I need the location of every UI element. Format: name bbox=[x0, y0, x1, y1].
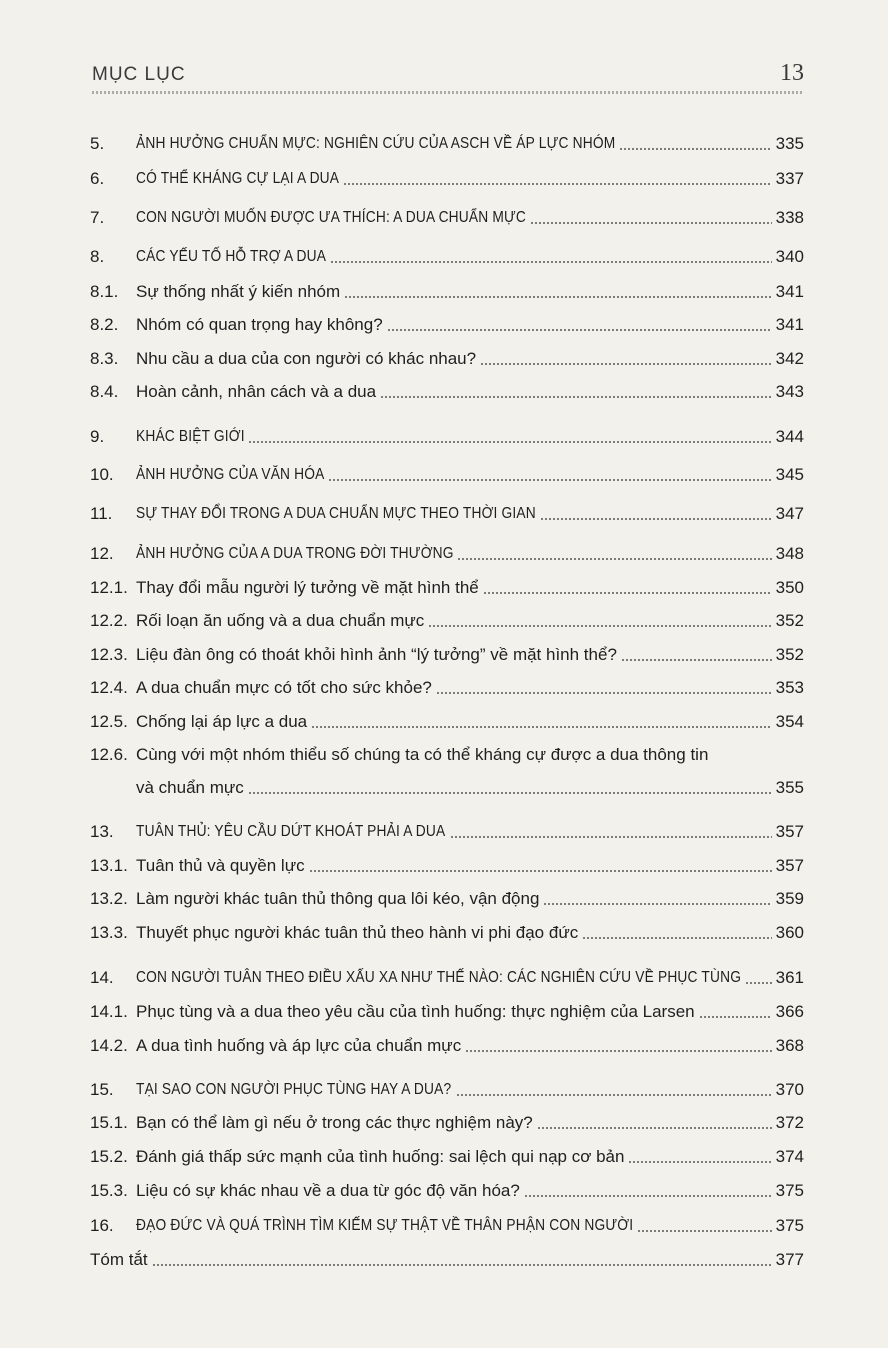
toc-entry-title: Liệu đàn ông có thoát khỏi hình ảnh “lý tưởng” về mặt hình thể? bbox=[136, 645, 617, 664]
running-title: MỤC LỤC bbox=[92, 64, 186, 85]
toc-entry-page: 337 bbox=[775, 169, 804, 188]
toc-entry-title: Tuân thủ và quyền lực bbox=[136, 856, 305, 875]
toc-entry-title: Phục tùng và a dua theo yêu cầu của tình huống: thực nghiệm của Larsen bbox=[136, 1002, 695, 1021]
toc-entry-page: 357 bbox=[775, 856, 804, 875]
dot-leader bbox=[248, 792, 772, 794]
toc-entry-number: 8.4. bbox=[90, 382, 119, 401]
dot-leader bbox=[343, 183, 772, 185]
dot-leader bbox=[152, 1264, 772, 1266]
toc-entry bbox=[90, 309, 804, 335]
toc-entry-page: 341 bbox=[775, 282, 804, 301]
dot-leader bbox=[330, 261, 772, 263]
toc-entry-page: 355 bbox=[775, 778, 804, 797]
toc-entry-title: A dua chuẩn mực có tốt cho sức khỏe? bbox=[136, 678, 432, 697]
toc-entry-number: 13. bbox=[90, 822, 114, 841]
dot-leader bbox=[628, 1161, 771, 1163]
toc-entry-number: 6. bbox=[90, 169, 105, 188]
toc-entry-title: CÁC YẾU TỐ HỖ TRỢ A DUA bbox=[136, 248, 327, 265]
toc-entry bbox=[90, 917, 804, 943]
toc-entry bbox=[90, 1175, 804, 1201]
toc-entry-page: 341 bbox=[775, 315, 804, 334]
toc-entry-title: Liệu có sự khác nhau về a dua từ góc độ văn hóa? bbox=[136, 1181, 520, 1200]
dot-leader bbox=[537, 1127, 772, 1129]
toc-entry-title: KHÁC BIỆT GIỚI bbox=[136, 428, 245, 445]
toc-entry-number: 12.6. bbox=[90, 745, 128, 764]
toc-entry-number: 13.2. bbox=[90, 889, 128, 908]
dot-leader bbox=[450, 836, 772, 838]
toc-entry-number: 7. bbox=[90, 208, 105, 227]
toc-entry-number: 13.1. bbox=[90, 856, 128, 875]
toc-entry bbox=[90, 498, 804, 524]
toc-entry-number: 12.2. bbox=[90, 611, 128, 630]
dot-leader bbox=[582, 937, 771, 939]
toc-entry-title: Thuyết phục người khác tuân thủ theo hành vi phi đạo đức bbox=[136, 923, 579, 942]
toc-entry-number: 15.2. bbox=[90, 1147, 128, 1166]
toc-entry-page: 348 bbox=[775, 544, 804, 563]
toc-entry bbox=[90, 639, 804, 665]
toc-entry-page: 377 bbox=[775, 1250, 804, 1269]
toc-entry-number: 12.5. bbox=[90, 712, 128, 731]
toc-entry-page: 342 bbox=[775, 349, 804, 368]
toc-entry bbox=[90, 816, 804, 842]
toc-entry-page: 360 bbox=[775, 923, 804, 942]
toc-entry-number: 8.2. bbox=[90, 315, 119, 334]
toc-entry-number: 14.2. bbox=[90, 1036, 128, 1055]
toc-entry-page: 345 bbox=[775, 465, 804, 484]
toc-entry-number: 14. bbox=[90, 968, 114, 987]
toc-entry bbox=[90, 343, 804, 369]
dot-leader bbox=[248, 441, 771, 443]
toc-entry-page: 340 bbox=[775, 247, 804, 266]
toc-entry-title: A dua tình huống và áp lực của chuẩn mực bbox=[136, 1036, 462, 1055]
toc-entry bbox=[90, 772, 804, 798]
dot-leader bbox=[480, 363, 772, 365]
dot-leader bbox=[311, 726, 772, 728]
toc-entry bbox=[90, 128, 804, 154]
toc-entry bbox=[90, 1141, 804, 1167]
toc-entry-number: 5. bbox=[90, 134, 105, 153]
toc-entry-number: 15.1. bbox=[90, 1113, 128, 1132]
toc-entry bbox=[90, 1030, 804, 1056]
toc-entry bbox=[90, 276, 804, 302]
toc-entry bbox=[90, 1074, 804, 1100]
dot-leader bbox=[540, 518, 772, 520]
dot-leader bbox=[328, 479, 771, 481]
toc-entry-page: 361 bbox=[775, 968, 804, 987]
toc-entry bbox=[90, 739, 804, 765]
toc-entry-number: 8. bbox=[90, 247, 105, 266]
toc-entry-page: 335 bbox=[775, 134, 804, 153]
toc-entry-page: 353 bbox=[775, 678, 804, 697]
toc-entry bbox=[90, 1244, 804, 1270]
dot-leader bbox=[619, 148, 772, 150]
toc-entry-title: ẢNH HƯỞNG CỦA A DUA TRONG ĐỜI THƯỜNG bbox=[136, 545, 454, 562]
toc-entry-title: Thay đổi mẫu người lý tưởng về mặt hình thể bbox=[136, 578, 479, 597]
toc-entry-page: 372 bbox=[775, 1113, 804, 1132]
dot-leader bbox=[309, 870, 772, 872]
toc-entry-title: Hoàn cảnh, nhân cách và a dua bbox=[136, 382, 377, 401]
toc-entry-title: Rối loạn ăn uống và a dua chuẩn mực bbox=[136, 611, 425, 630]
dot-leader bbox=[699, 1016, 772, 1018]
toc-entry-number: 13.3. bbox=[90, 923, 128, 942]
toc-entry-page: 354 bbox=[775, 712, 804, 731]
toc-entry-page: 375 bbox=[775, 1216, 804, 1235]
toc-entry-title: CÓ THỂ KHÁNG CỰ LẠI A DUA bbox=[136, 170, 340, 187]
toc-entry bbox=[90, 538, 804, 564]
toc-entry-title: Nhóm có quan trọng hay không? bbox=[136, 315, 383, 334]
toc-entry-title: TUÂN THỦ: YÊU CẦU DỨT KHOÁT PHẢI A DUA bbox=[136, 823, 446, 840]
dot-leader bbox=[436, 692, 772, 694]
toc-entry-page: 359 bbox=[775, 889, 804, 908]
toc-entry-title: Đánh giá thấp sức mạnh của tình huống: sai lệch qui nạp cơ bản bbox=[136, 1147, 625, 1166]
toc-entry bbox=[90, 1107, 804, 1133]
dot-leader bbox=[465, 1050, 771, 1052]
dot-leader bbox=[530, 222, 771, 224]
toc-entry-number: 9. bbox=[90, 427, 105, 446]
dot-leader bbox=[483, 592, 772, 594]
dot-leader bbox=[745, 982, 771, 984]
toc-entry bbox=[90, 572, 804, 598]
toc-entry-title: SỰ THAY ĐỔI TRONG A DUA CHUẨN MỰC THEO THỜI GIAN bbox=[136, 505, 536, 522]
toc-entry-page: 368 bbox=[775, 1036, 804, 1055]
toc-entry bbox=[90, 962, 804, 988]
toc-entry-number: 15. bbox=[90, 1080, 114, 1099]
toc-entry-page: 347 bbox=[775, 504, 804, 523]
toc-entry bbox=[90, 672, 804, 698]
toc-entry bbox=[90, 1210, 804, 1236]
toc-entry-title: ẢNH HƯỞNG CHUẨN MỰC: NGHIÊN CỨU CỦA ASCH VỀ ÁP LỰC NHÓM bbox=[136, 135, 616, 152]
toc-entry-page: 343 bbox=[775, 382, 804, 401]
toc-entry-page: 352 bbox=[775, 645, 804, 664]
toc-entry-title: CON NGƯỜI TUÂN THEO ĐIỀU XẤU XA NHƯ THẾ NÀO: CÁC NGHIÊN CỨU VỀ PHỤC TÙNG bbox=[136, 969, 742, 986]
toc-entry-page: 366 bbox=[775, 1002, 804, 1021]
toc-entry-page: 374 bbox=[775, 1147, 804, 1166]
toc-entry-title: ẢNH HƯỞNG CỦA VĂN HÓA bbox=[136, 466, 325, 483]
toc-entry-title: Làm người khác tuân thủ thông qua lôi kéo, vận động bbox=[136, 889, 540, 908]
toc-entry-title: Bạn có thể làm gì nếu ở trong các thực nghiệm này? bbox=[136, 1113, 533, 1132]
toc-entry-number: 14.1. bbox=[90, 1002, 128, 1021]
toc-entry-title: ĐẠO ĐỨC VÀ QUÁ TRÌNH TÌM KIẾM SỰ THẬT VỀ THÂN PHẬN CON NGƯỜI bbox=[136, 1217, 634, 1234]
toc-entry-title: TẠI SAO CON NGƯỜI PHỤC TÙNG HAY A DUA? bbox=[136, 1081, 452, 1098]
toc-entry-number: 12. bbox=[90, 544, 114, 563]
toc-entry bbox=[90, 163, 804, 189]
toc-entry-number: 12.1. bbox=[90, 578, 128, 597]
dot-leader bbox=[380, 396, 772, 398]
dot-leader bbox=[456, 1094, 772, 1096]
toc-entry-page: 344 bbox=[775, 427, 804, 446]
dot-leader bbox=[457, 558, 771, 560]
dot-leader bbox=[428, 625, 771, 627]
dot-leader bbox=[637, 1230, 772, 1232]
toc-entry-page: 357 bbox=[775, 822, 804, 841]
dot-leader bbox=[344, 296, 771, 298]
toc-entry-title: Sự thống nhất ý kiến nhóm bbox=[136, 282, 341, 301]
toc-entry-page: 350 bbox=[775, 578, 804, 597]
toc-entry-title: Nhu cầu a dua của con người có khác nhau? bbox=[136, 349, 477, 368]
toc-entry bbox=[90, 883, 804, 909]
toc-entry-number: 16. bbox=[90, 1216, 114, 1235]
toc-entry bbox=[90, 376, 804, 402]
toc-entry-number: 8.1. bbox=[90, 282, 119, 301]
toc-entry-number: 10. bbox=[90, 465, 114, 484]
toc-entry-number: 12.3. bbox=[90, 645, 128, 664]
dot-leader bbox=[524, 1195, 772, 1197]
toc-entry bbox=[90, 459, 804, 485]
toc-entry bbox=[90, 421, 804, 447]
dot-leader bbox=[387, 329, 772, 331]
toc-entry-number: 11. bbox=[90, 504, 113, 523]
dot-leader bbox=[621, 659, 772, 661]
dot-leader bbox=[543, 903, 771, 905]
toc-entry-title: Tóm tắt bbox=[90, 1250, 148, 1269]
toc-entry bbox=[90, 202, 804, 228]
toc-entry-number: 12.4. bbox=[90, 678, 128, 697]
toc-entry bbox=[90, 605, 804, 631]
toc-entry-title: và chuẩn mực bbox=[136, 778, 244, 797]
toc-entry bbox=[90, 706, 804, 732]
toc-entry-page: 375 bbox=[775, 1181, 804, 1200]
page-number: 13 bbox=[780, 60, 804, 86]
toc-entry bbox=[90, 850, 804, 876]
toc-entry-page: 352 bbox=[775, 611, 804, 630]
toc-entry-title: CON NGƯỜI MUỐN ĐƯỢC ƯA THÍCH: A DUA CHUẨN MỰC bbox=[136, 209, 527, 226]
toc-entry-number: 15.3. bbox=[90, 1181, 128, 1200]
toc-entry-page: 370 bbox=[775, 1080, 804, 1099]
toc-entry-number: 8.3. bbox=[90, 349, 119, 368]
toc-entry bbox=[90, 996, 804, 1022]
toc-entry-page: 338 bbox=[775, 208, 804, 227]
toc-entry bbox=[90, 241, 804, 267]
toc-entry-title: Chống lại áp lực a dua bbox=[136, 712, 308, 731]
toc-entry-title: Cùng với một nhóm thiểu số chúng ta có thể kháng cự được a dua thông tin bbox=[136, 745, 709, 764]
